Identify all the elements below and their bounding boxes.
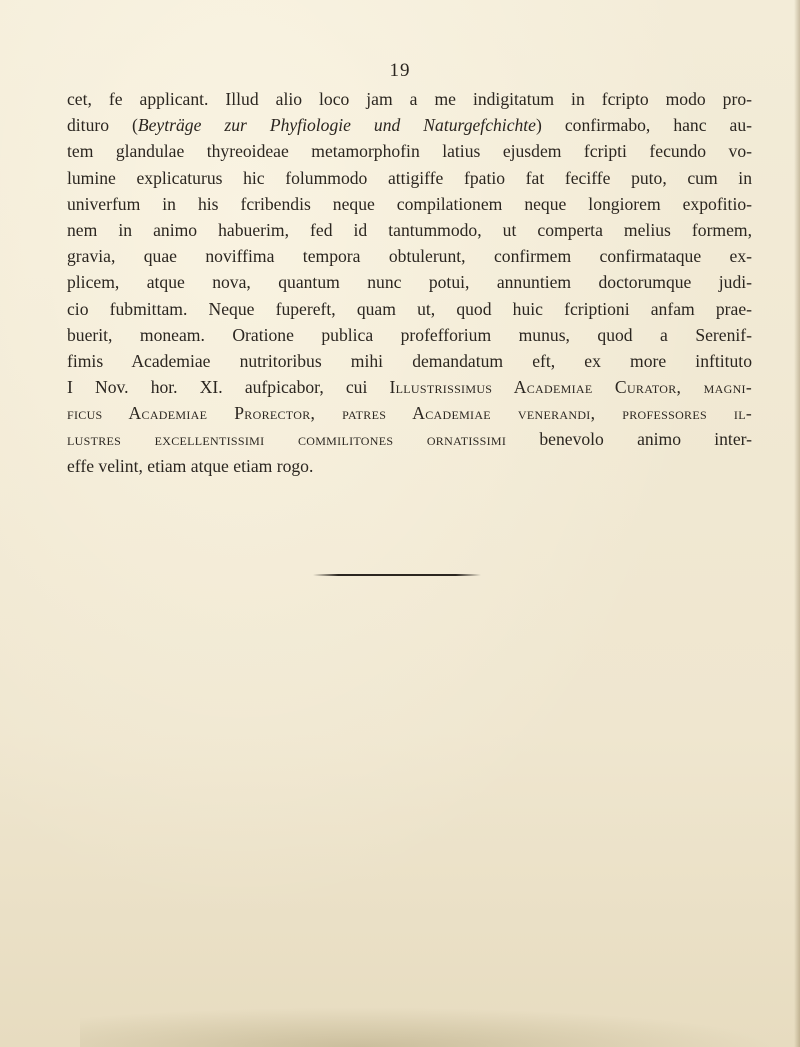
italic-title: Beyträge zur Phyfiologie und Naturgefchichte — [137, 115, 536, 136]
text-segment: buerit, moneam. Oratione publica profefforium munus, quod a Serenif- — [67, 324, 752, 345]
section-divider — [313, 574, 481, 576]
text-line — [67, 453, 752, 479]
text-segment: lumine explicaturus hic folummodo attigiffe fpatio fat feciffe puto, cum in — [67, 167, 752, 188]
text-segment: I Nov. hor. XI. aufpicabor, cui — [67, 377, 390, 398]
text-line — [67, 217, 752, 243]
text-segment: cet, fe applicant. Illud alio loco jam a me indigitatum in fcripto modo pro- — [67, 89, 752, 109]
text-line — [67, 348, 752, 374]
text-segment: tem glandulae thyreoideae metamorphofin latius ejusdem fcripti fecundo vo- — [67, 141, 752, 162]
text-line — [67, 374, 752, 400]
text-line — [67, 191, 752, 217]
small-caps-text: lustres excellentissimi commilitones ornatissimi — [67, 429, 507, 450]
text-segment: gravia, quae noviffima tempora obtulerunt, confirmem confirmataque ex- — [67, 246, 752, 267]
text-line — [67, 400, 752, 426]
page-number: 19 — [389, 60, 411, 81]
text-line — [67, 165, 752, 191]
text-segment: effe velint, etiam atque etiam rogo. — [67, 455, 314, 476]
page-edge-shadow — [794, 0, 800, 1047]
small-caps-text: Illustrissimus Academiae Curator, magni- — [389, 377, 752, 398]
body-text — [67, 86, 752, 479]
text-segment: dituro ( — [67, 115, 138, 136]
text-line — [67, 86, 752, 112]
text-segment: plicem, atque nova, quantum nunc potui, annuntiem doctorumque judi- — [67, 272, 752, 293]
text-segment: benevolo animo inter- — [506, 429, 752, 450]
text-segment: univerfum in his fcribendis neque compilationem neque longiorem expofitio- — [67, 193, 752, 214]
text-segment: ) confirmabo, hanc au- — [536, 115, 752, 136]
text-line — [67, 426, 752, 452]
paper-stain — [80, 1007, 780, 1047]
small-caps-text: ficus Academiae Prorector, patres Academiae venerandi, professores il- — [67, 403, 752, 424]
text-segment: nem in animo habuerim, fed id tantummodo, ut comperta melius formem, — [67, 219, 752, 240]
text-line — [67, 138, 752, 164]
text-segment: cio fubmittam. Neque fupereft, quam ut, quod huic fcriptioni anfam prae- — [67, 298, 752, 319]
text-line — [67, 269, 752, 295]
text-line — [67, 112, 752, 138]
text-line — [67, 243, 752, 269]
text-line — [67, 296, 752, 322]
text-line — [67, 322, 752, 348]
text-segment: fimis Academiae nutritoribus mihi demandatum eft, ex more inftituto — [67, 350, 752, 371]
